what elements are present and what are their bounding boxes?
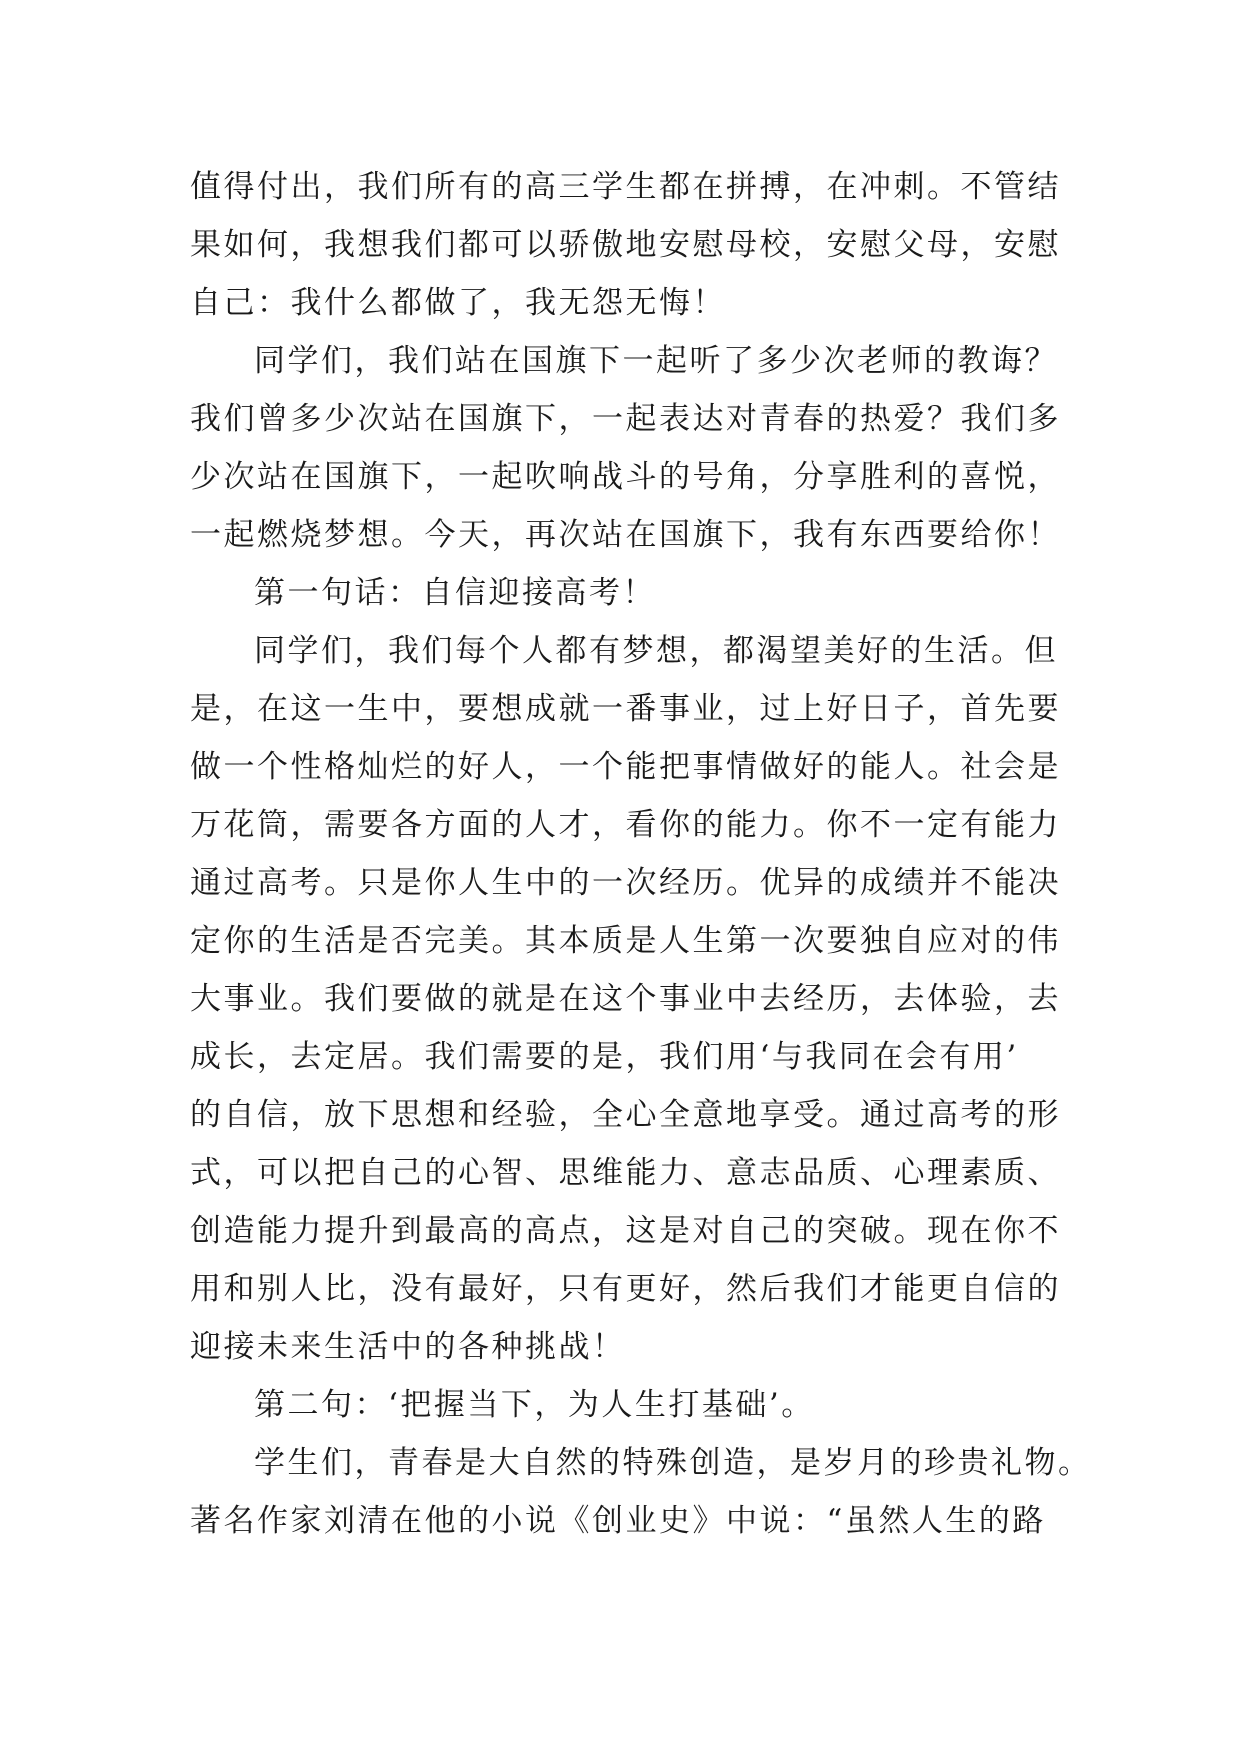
text-line: 迎接未来生活中的各种挑战！: [190, 1329, 626, 1365]
text-line: 果如何，我想我们都可以骄傲地安慰母校，安慰父母，安慰: [190, 227, 1061, 263]
section-heading: 第一句话：自信迎接高考！: [254, 575, 656, 611]
text-line: 少次站在国旗下，一起吹响战斗的号角，分享胜利的喜悦，: [190, 459, 1061, 495]
text-line: 是，在这一生中，要想成就一番事业，过上好日子，首先要: [190, 691, 1061, 727]
section-heading: 第二句：‘把握当下，为人生打基础’。: [254, 1387, 815, 1423]
text-line: 式，可以把自己的心智、思维能力、意志品质、心理素质、: [190, 1155, 1061, 1191]
text-line: 值得付出，我们所有的高三学生都在拼搏，在冲刺。不管结: [190, 169, 1061, 205]
text-line: 创造能力提升到最高的高点，这是对自己的突破。现在你不: [190, 1213, 1061, 1249]
text-line: 一起燃烧梦想。今天，再次站在国旗下，我有东西要给你！: [190, 517, 1061, 553]
text-line: 定你的生活是否完美。其本质是人生第一次要独自应对的伟: [190, 923, 1061, 959]
text-line: 同学们，我们每个人都有梦想，都渴望美好的生活。但: [254, 633, 1058, 669]
document-body: [190, 158, 1092, 1550]
text-line: 做一个性格灿烂的好人，一个能把事情做好的能人。社会是: [190, 749, 1061, 785]
text-line: 万花筒，需要各方面的人才，看你的能力。你不一定有能力: [190, 807, 1061, 843]
text-line: 我们曾多少次站在国旗下，一起表达对青春的热爱？我们多: [190, 401, 1061, 437]
text-line: 大事业。我们要做的就是在这个事业中去经历，去体验，去: [190, 981, 1061, 1017]
text-line: 用和别人比，没有最好，只有更好，然后我们才能更自信的: [190, 1271, 1061, 1307]
text-line: 自己：我什么都做了，我无怨无悔！: [190, 285, 726, 321]
text-line: 成长，去定居。我们需要的是，我们用‘与我同在会有用’: [190, 1039, 1019, 1075]
text-line: 著名作家刘清在他的小说《创业史》中说：“虽然人生的路: [190, 1503, 1046, 1539]
text-line: 学生们，青春是大自然的特殊创造，是岁月的珍贵礼物。: [254, 1445, 1092, 1481]
text-line: 通过高考。只是你人生中的一次经历。优异的成绩并不能决: [190, 865, 1061, 901]
text-line: 的自信，放下思想和经验，全心全意地享受。通过高考的形: [190, 1097, 1061, 1133]
text-line: 同学们，我们站在国旗下一起听了多少次老师的教诲？: [254, 343, 1058, 379]
